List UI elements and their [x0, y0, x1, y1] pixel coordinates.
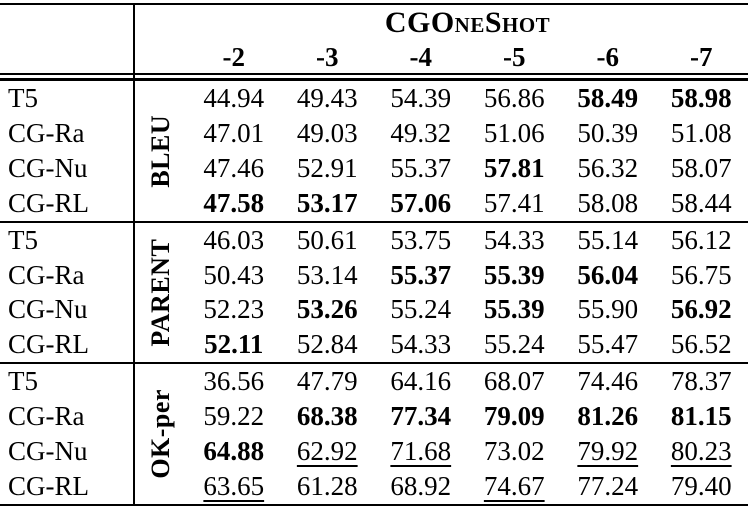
value-text: 56.86	[483, 82, 545, 113]
value-cell	[374, 151, 468, 186]
value-cell	[655, 151, 748, 186]
value-text: 63.65	[203, 471, 265, 502]
value-cell	[468, 151, 562, 186]
value-text: 58.44	[670, 187, 732, 218]
value-text: 56.04	[577, 259, 639, 290]
column-header: -3	[316, 41, 339, 72]
row-label: CG-RL	[8, 471, 89, 502]
value-cell	[374, 399, 468, 434]
column-header: -6	[596, 41, 619, 72]
value-cell	[468, 399, 562, 434]
value-text: 46.03	[203, 224, 265, 255]
value-cell	[374, 327, 468, 362]
table-title: CGOneShot	[384, 6, 551, 39]
value-text: 55.90	[577, 294, 639, 325]
value-cell	[187, 223, 281, 258]
value-cell	[281, 434, 375, 469]
value-text: 68.07	[483, 366, 545, 397]
value-cell	[561, 151, 655, 186]
value-text: 58.08	[577, 187, 639, 218]
value-text: 55.14	[577, 224, 639, 255]
value-cell	[655, 327, 748, 362]
value-cell	[374, 469, 468, 504]
metric-label: PARENT	[146, 238, 175, 347]
value-text: 53.17	[296, 187, 358, 218]
value-cell	[561, 469, 655, 504]
value-cell	[374, 293, 468, 328]
value-cell	[187, 186, 281, 221]
value-cell	[187, 258, 281, 293]
value-cell	[468, 116, 562, 151]
metric-label: OK-per	[146, 389, 175, 479]
value-cell	[561, 223, 655, 258]
value-text: 56.12	[670, 224, 732, 255]
value-text: 51.06	[483, 117, 545, 148]
value-cell	[468, 258, 562, 293]
value-cell	[281, 327, 375, 362]
value-text: 49.43	[296, 82, 358, 113]
value-cell	[281, 258, 375, 293]
value-cell	[281, 151, 375, 186]
value-text: 57.41	[483, 187, 545, 218]
value-text: 79.92	[577, 436, 639, 467]
value-text: 54.33	[483, 224, 545, 255]
value-text: 55.24	[390, 294, 452, 325]
value-cell	[468, 327, 562, 362]
value-cell	[561, 186, 655, 221]
value-cell	[374, 258, 468, 293]
row-label: T5	[8, 224, 38, 255]
value-cell	[655, 81, 748, 116]
value-text: 55.37	[390, 152, 452, 183]
value-cell	[561, 327, 655, 362]
value-cell	[655, 186, 748, 221]
value-text: 68.92	[390, 471, 452, 502]
value-text: 55.47	[577, 329, 639, 360]
value-text: 74.67	[483, 471, 545, 502]
value-text: 51.08	[670, 117, 732, 148]
value-text: 56.92	[670, 294, 732, 325]
value-text: 50.43	[203, 259, 265, 290]
column-header: -5	[503, 41, 526, 72]
value-text: 53.14	[296, 259, 358, 290]
value-text: 49.32	[390, 117, 452, 148]
value-text: 53.75	[390, 224, 452, 255]
value-text: 58.49	[577, 82, 639, 113]
value-text: 50.61	[296, 224, 358, 255]
value-text: 47.46	[203, 152, 265, 183]
value-cell	[655, 364, 748, 399]
value-text: 36.56	[203, 366, 265, 397]
table-header-rule-upper	[0, 73, 748, 75]
value-text: 52.23	[203, 294, 265, 325]
value-text: 57.06	[390, 187, 452, 218]
row-label: CG-Nu	[8, 294, 88, 325]
value-cell	[281, 81, 375, 116]
value-text: 54.33	[390, 329, 452, 360]
metric-label: BLEU	[146, 114, 175, 188]
value-cell	[655, 293, 748, 328]
value-text: 77.24	[577, 471, 639, 502]
value-cell	[374, 434, 468, 469]
value-cell	[281, 364, 375, 399]
value-cell	[561, 81, 655, 116]
value-text: 80.23	[670, 436, 732, 467]
value-text: 55.39	[483, 259, 545, 290]
value-cell	[561, 258, 655, 293]
value-cell	[187, 364, 281, 399]
value-text: 68.38	[296, 401, 358, 432]
value-cell	[561, 116, 655, 151]
value-text: 47.58	[203, 187, 265, 218]
value-cell	[374, 186, 468, 221]
value-cell	[187, 469, 281, 504]
value-cell	[374, 116, 468, 151]
value-cell	[281, 293, 375, 328]
value-cell	[468, 469, 562, 504]
value-text: 61.28	[296, 471, 358, 502]
value-cell	[655, 399, 748, 434]
value-cell	[561, 293, 655, 328]
value-text: 53.26	[296, 294, 358, 325]
value-cell	[655, 258, 748, 293]
value-cell	[187, 151, 281, 186]
column-header: -7	[690, 41, 713, 72]
value-text: 81.26	[577, 401, 639, 432]
value-text: 55.37	[390, 259, 452, 290]
value-cell	[468, 186, 562, 221]
row-label: CG-Ra	[8, 401, 85, 432]
value-text: 71.68	[390, 436, 452, 467]
value-text: 77.34	[390, 401, 452, 432]
value-cell	[655, 469, 748, 504]
value-cell	[374, 364, 468, 399]
value-text: 58.07	[670, 152, 732, 183]
value-cell	[655, 434, 748, 469]
value-text: 49.03	[296, 117, 358, 148]
value-text: 55.39	[483, 294, 545, 325]
value-cell	[281, 223, 375, 258]
value-cell	[187, 327, 281, 362]
row-label: CG-Nu	[8, 152, 88, 183]
value-cell	[468, 434, 562, 469]
value-text: 52.11	[204, 329, 264, 360]
value-text: 64.88	[203, 436, 265, 467]
value-cell	[187, 116, 281, 151]
value-text: 56.75	[670, 259, 732, 290]
row-label: CG-Nu	[8, 436, 88, 467]
value-cell	[374, 81, 468, 116]
value-cell	[655, 116, 748, 151]
row-label: CG-RL	[8, 187, 89, 218]
value-text: 62.92	[296, 436, 358, 467]
value-text: 44.94	[203, 82, 265, 113]
value-text: 56.32	[577, 152, 639, 183]
value-cell	[187, 293, 281, 328]
value-text: 59.22	[203, 401, 265, 432]
row-label: CG-Ra	[8, 259, 85, 290]
value-cell	[655, 223, 748, 258]
value-text: 58.98	[670, 82, 732, 113]
value-text: 64.16	[390, 366, 452, 397]
value-cell	[468, 223, 562, 258]
value-text: 57.81	[483, 152, 545, 183]
value-cell	[561, 399, 655, 434]
value-cell	[281, 116, 375, 151]
column-header: -2	[222, 41, 245, 72]
value-text: 79.40	[670, 471, 732, 502]
row-label: CG-Ra	[8, 117, 85, 148]
value-text: 73.02	[483, 436, 545, 467]
value-text: 81.15	[670, 401, 732, 432]
value-text: 55.24	[483, 329, 545, 360]
value-text: 56.52	[670, 329, 732, 360]
value-cell	[187, 434, 281, 469]
row-label: CG-RL	[8, 329, 89, 360]
value-text: 47.79	[296, 366, 358, 397]
row-label: T5	[8, 82, 38, 113]
value-cell	[468, 293, 562, 328]
value-text: 50.39	[577, 117, 639, 148]
value-cell	[561, 364, 655, 399]
value-cell	[281, 399, 375, 434]
value-cell	[187, 399, 281, 434]
value-cell	[187, 81, 281, 116]
value-text: 52.84	[296, 329, 358, 360]
value-cell	[374, 223, 468, 258]
value-cell	[281, 469, 375, 504]
value-text: 47.01	[203, 117, 265, 148]
row-label: T5	[8, 366, 38, 397]
value-cell	[468, 81, 562, 116]
value-text: 78.37	[670, 366, 732, 397]
column-header: -4	[409, 41, 432, 72]
value-cell	[281, 186, 375, 221]
value-cell	[468, 364, 562, 399]
value-text: 52.91	[296, 152, 358, 183]
value-text: 74.46	[577, 366, 639, 397]
value-text: 54.39	[390, 82, 452, 113]
value-cell	[561, 434, 655, 469]
value-text: 79.09	[483, 401, 545, 432]
